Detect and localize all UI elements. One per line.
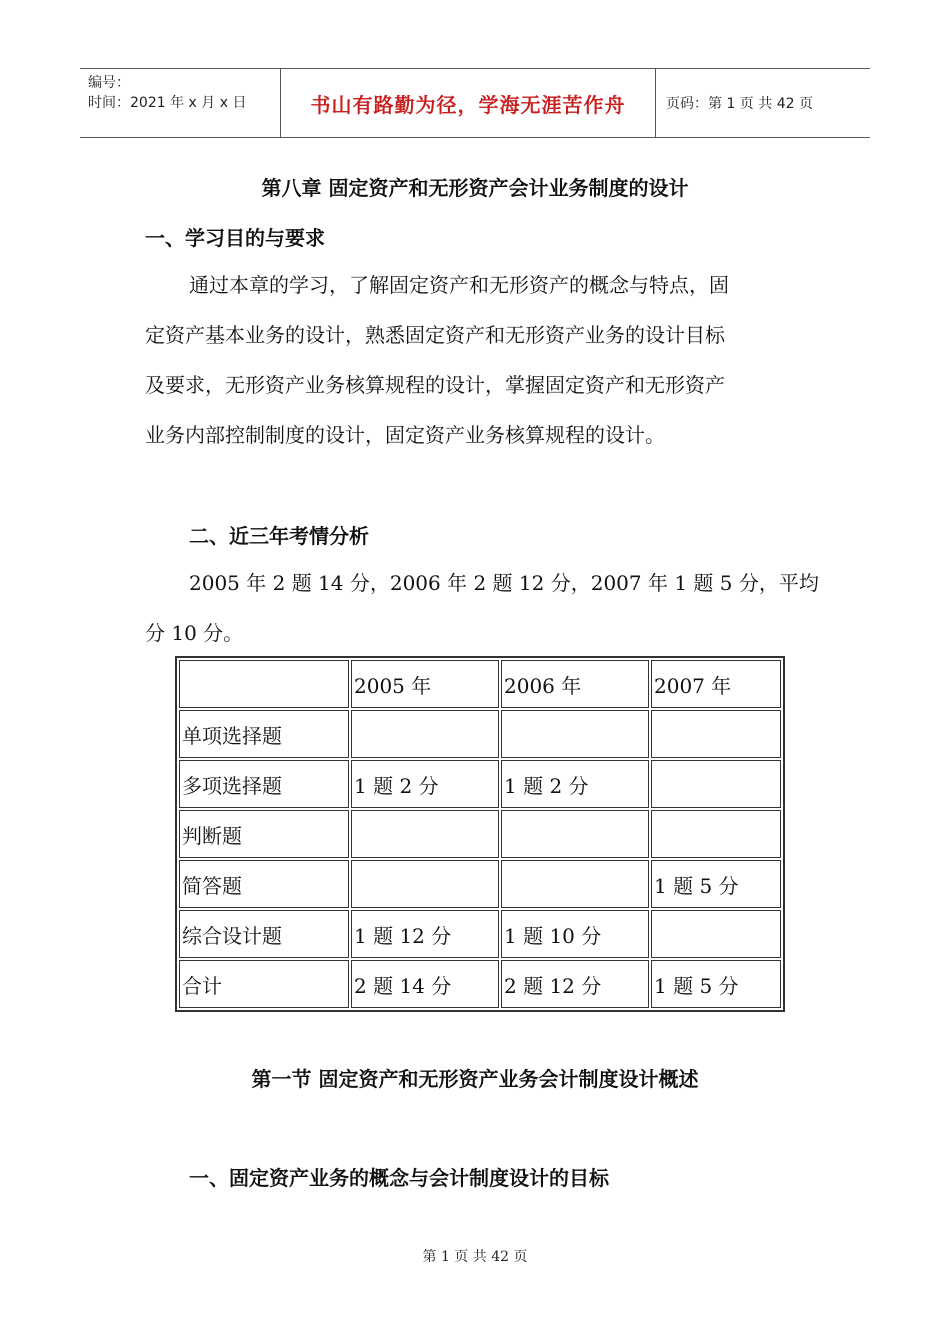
table-header-cell: 2007 年: [651, 660, 781, 708]
table-cell: 1 题 12 分: [351, 910, 499, 958]
paragraph-line: 通过本章的学习，了解固定资产和无形资产的概念与特点，固: [189, 273, 729, 297]
table-cell: [651, 910, 781, 958]
table-cell: 综合设计题: [179, 910, 349, 958]
header-meta: [80, 69, 280, 137]
table-row: [179, 760, 781, 808]
heading-exam-analysis: 二、近三年考情分析: [189, 524, 369, 548]
table-row: [179, 860, 781, 908]
table-cell: 2 题 12 分: [501, 960, 649, 1008]
page-footer: 第 1 页 共 42 页: [422, 1249, 528, 1265]
table-cell: [651, 810, 781, 858]
table-cell: [651, 760, 781, 808]
table-cell: [351, 710, 499, 758]
header-motto: 书山有路勤为径，学海无涯苦作舟: [280, 69, 656, 137]
chapter-title: 第八章 固定资产和无形资产会计业务制度的设计: [261, 176, 689, 200]
table-cell: 1 题 5 分: [651, 860, 781, 908]
table-cell: [501, 710, 649, 758]
header-page-info: 页码：第 1 页 共 42 页: [666, 96, 813, 112]
paragraph-line: 业务内部控制制度的设计，固定资产业务核算规程的设计。: [145, 423, 665, 447]
table-row: [179, 960, 781, 1008]
table-cell: 简答题: [179, 860, 349, 908]
table-cell: 1 题 5 分: [651, 960, 781, 1008]
table-header-cell: 2005 年: [351, 660, 499, 708]
table-cell: 判断题: [179, 810, 349, 858]
table-cell: 单项选择题: [179, 710, 349, 758]
table-cell: 1 题 2 分: [351, 760, 499, 808]
paragraph-line: 定资产基本业务的设计，熟悉固定资产和无形资产业务的设计目标: [145, 323, 725, 347]
table-header-cell: 2006 年: [501, 660, 649, 708]
table-cell: 1 题 2 分: [501, 760, 649, 808]
document-header: [80, 68, 870, 138]
table-header-cell: [179, 660, 349, 708]
table-cell: 多项选择题: [179, 760, 349, 808]
exam-stats-table: [175, 656, 785, 1012]
table-row: [179, 910, 781, 958]
heading-learning-goals: 一、学习目的与要求: [145, 226, 325, 250]
paragraph-learning-goals: [145, 260, 795, 460]
table-row: [179, 710, 781, 758]
table-cell: [501, 860, 649, 908]
heading-fixed-assets-concept: 一、固定资产业务的概念与会计制度设计的目标: [189, 1166, 609, 1190]
paragraph-line: 2005 年 2 题 14 分，2006 年 2 题 12 分，2007 年 1 题 5 分，平均: [189, 571, 819, 595]
table-cell: [351, 860, 499, 908]
table-cell: 合计: [179, 960, 349, 1008]
table-cell: [651, 710, 781, 758]
header-number: 编号：: [88, 75, 130, 91]
table-cell: 2 题 14 分: [351, 960, 499, 1008]
table-row: [179, 810, 781, 858]
paragraph-line: 及要求，无形资产业务核算规程的设计，掌握固定资产和无形资产: [145, 373, 725, 397]
table-cell: [351, 810, 499, 858]
section-title: 第一节 固定资产和无形资产业务会计制度设计概述: [251, 1067, 699, 1091]
header-time: 时间：2021 年 x 月 x 日: [88, 95, 247, 111]
table-cell: [501, 810, 649, 858]
table-header-row: [179, 660, 781, 708]
paragraph-exam-analysis: [145, 558, 819, 658]
table-cell: 1 题 10 分: [501, 910, 649, 958]
paragraph-line: 分 10 分。: [145, 621, 244, 645]
